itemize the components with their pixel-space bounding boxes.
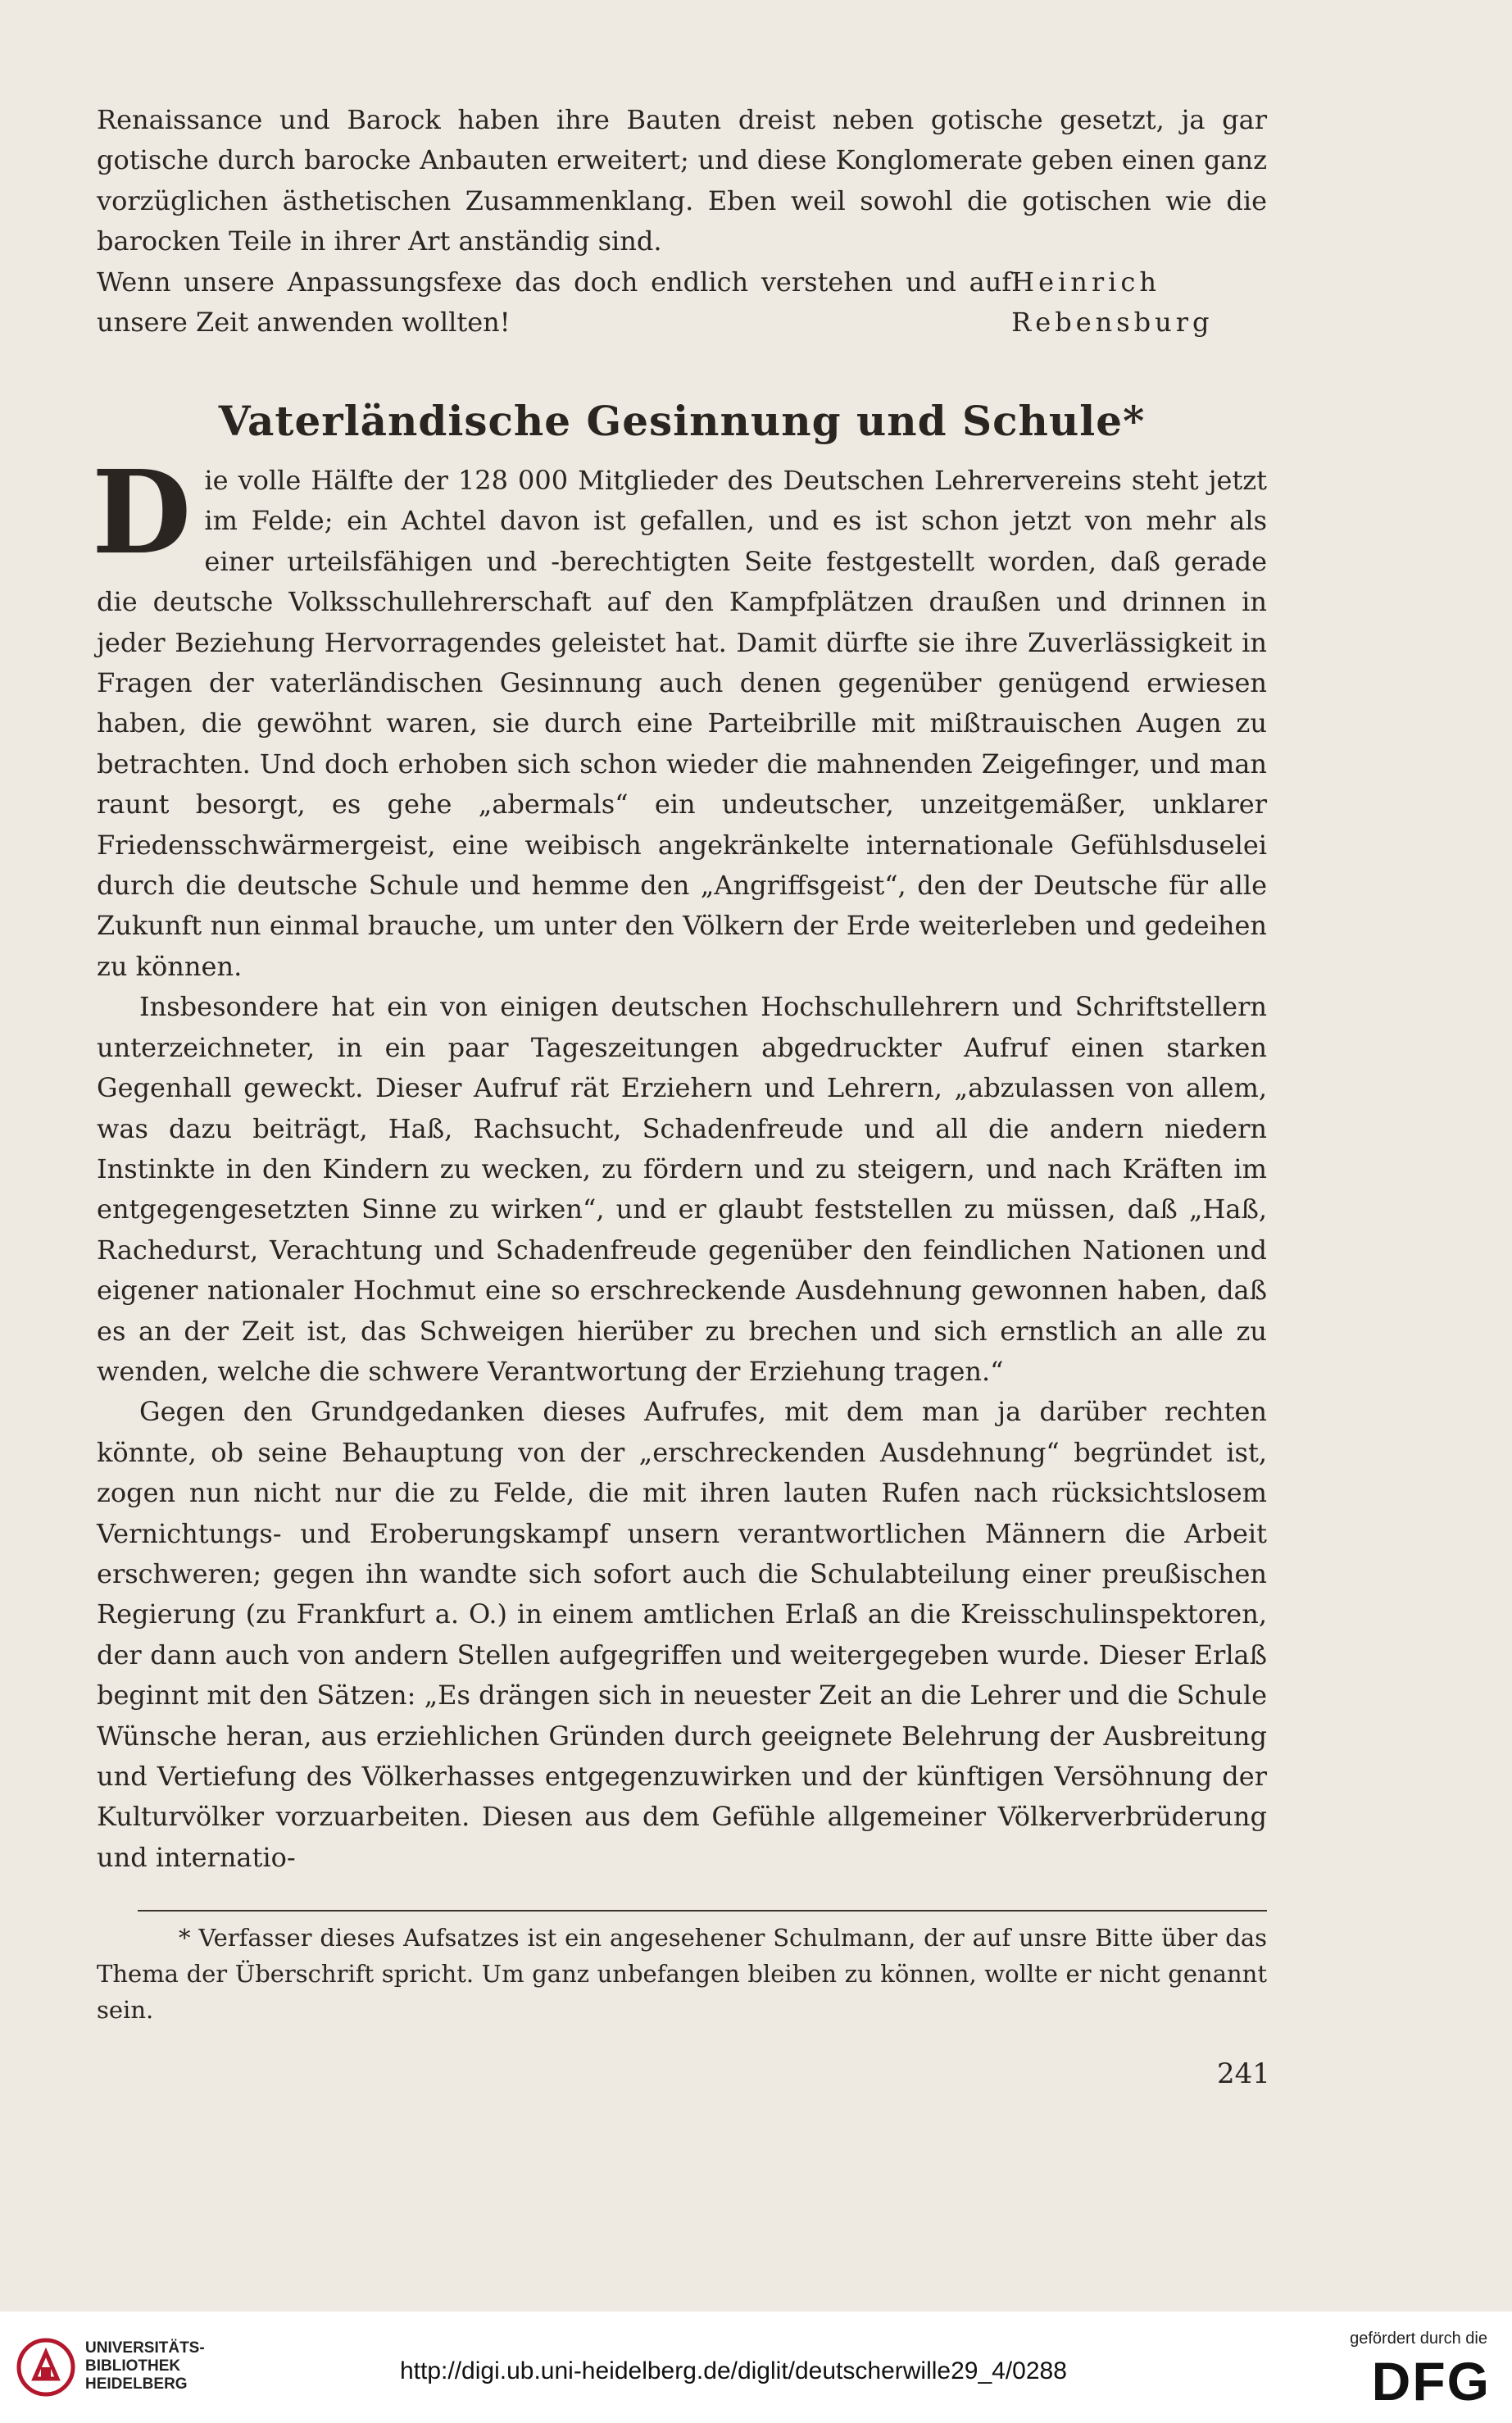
university-seal-icon <box>16 2338 75 2397</box>
viewer-footer <box>0 2312 1512 2423</box>
funded-by-label: gefördert durch die <box>1350 2330 1487 2348</box>
drop-cap: D <box>92 446 192 580</box>
intro-signature-line <box>97 262 1267 343</box>
intro-text-block <box>97 100 1267 343</box>
institution-line-1: UNIVERSITÄTS- <box>85 2339 205 2357</box>
institution-line-2: BIBLIOTHEK <box>85 2357 181 2375</box>
page-number: 241 <box>1217 2057 1270 2090</box>
paragraph-1-text: ie volle Hälfte der 128 000 Mitglieder des Deutschen Lehrervereins steht jetzt im Felde; ein Achtel davon ist gefallen, und es ist schon jetzt von mehr als einer urteilsfähigen und -berechtigten Seite festgestellt worden, daß gerade die deutsche Volksschullehrerschaft auf den Kampfplätzen draußen und drinnen in jeder Beziehung Hervorragendes geleistet hat. Damit dürfte sie ihre Zuverlässigkeit in Fragen der vaterländischen Gesinnung auch denen gegenüber genügend erwiesen haben, die gewöhnt waren, sie durch eine Parteibrille mit mißtrauischen Augen zu betrachten. Und doch erhoben sich schon wieder die mahnenden Zeigefinger, und man raunt besorgt, es gehe „abermals“ ein undeutscher, unzeitgemäßer, unklarer Friedensschwärmergeist, eine weibisch angekränkelte internationale Gefühlsduselei durch die deutsche Schule und hemme den „Angriffsgeist“, den der Deutsche für alle Zukunft nun einmal brauche, um unter den Völkern der Erde weiterleben und gedeihen zu können. <box>97 465 1267 982</box>
footnote: * Verfasser dieses Aufsatzes ist ein angesehener Schulmann, der auf unsre Bitte über das Thema der Überschrift spricht. Um ganz unbefangen bleiben zu können, wollte er nicht genannt sein. <box>97 1924 1267 2024</box>
institution-line-3: HEIDELBERG <box>85 2375 188 2393</box>
footnote-divider <box>138 1910 1267 1912</box>
intro-text: Renaissance und Barock haben ihre Bauten dreist neben gotische gesetzt, ja gar gotische durch barocke Anbauten erweitert; und diese Konglomerate geben einen ganz vorzüglichen ästhetischen Zusammenklang. Eben weil sowohl die gotischen wie die barocken Teile in ihrer Art anständig sind. <box>97 104 1267 257</box>
dfg-logo: DFG <box>1371 2351 1491 2412</box>
article-paragraph-3: Gegen den Grundgedanken dieses Aufrufes, mit dem man ja darüber rechten könnte, ob seine Behauptung von der „erschreckenden Ausdehnung“ begründet ist, zogen nun nicht nur die zu Felde, die mit ihren lauten Rufen nach rücksichtslosem Vernichtungs- und Eroberungskampf unsern verantwortlichen Männern die Arbeit erschweren; gegen ihn wandte sich sofort auch die Schulabteilung einer preußischen Regierung (zu Frankfurt a. O.) in einem amtlichen Erlaß an die Kreisschulinspektoren, der dann auch von andern Stellen aufgegriffen und weitergegeben wurde. Dieser Erlaß beginnt mit den Sätzen: „Es drängen sich in neuester Zeit an die Lehrer und die Schule Wünsche heran, aus erziehlichen Gründen durch geeignete Belehrung der Ausbreitung und Vertiefung des Völkerhasses entgegenzuwirken und der künftigen Versöhnung der Kulturvölker vorzuarbeiten. Diesen aus dem Gefühle allgemeiner Völkerverbrüderung und internatio- <box>97 1396 1267 1873</box>
article-paragraph-1 <box>92 446 1267 987</box>
article-body <box>92 446 1267 1878</box>
institution-name <box>85 2339 205 2393</box>
intro-last-line: Wenn unsere Anpassungsfexe das doch endlich verstehen und auf unsere Zeit anwenden wollten! <box>97 266 1012 339</box>
permalink-url[interactable]: http://digi.ub.uni-heidelberg.de/diglit/deutscherwille29_4/0288 <box>400 2357 1067 2384</box>
intro-paragraph <box>97 100 1267 343</box>
author-signature: Heinrich Rebensburg <box>1011 266 1214 339</box>
article-title: Vaterländische Gesinnung und Schule* <box>218 397 1146 445</box>
article-paragraph-2: Insbesondere hat ein von einigen deutschen Hochschullehrern und Schriftstellern unterzeichneter, in ein paar Tageszeitungen abgedruckter Aufruf einen starken Gegenhall geweckt. Dieser Aufruf rät Erziehern und Lehrern, „abzulassen von allem, was dazu beiträgt, Haß, Rachsucht, Schadenfreude und all die andern niedern Instinkte in den Kindern zu wecken, zu fördern und zu steigern, und nach Kräften im entgegengesetzten Sinne zu wirken“, und er glaubt feststellen zu müssen, daß „Haß, Rachedurst, Verachtung und Schadenfreude gegenüber den feindlichen Nationen und eigener nationaler Hochmut eine so erschreckende Ausdehnung gewonnen haben, daß es an der Zeit ist, das Schweigen hierüber zu brechen und sich ernstlich an alle zu wenden, welche die schwere Verantwortung der Erziehung tragen.“ <box>97 991 1267 1387</box>
